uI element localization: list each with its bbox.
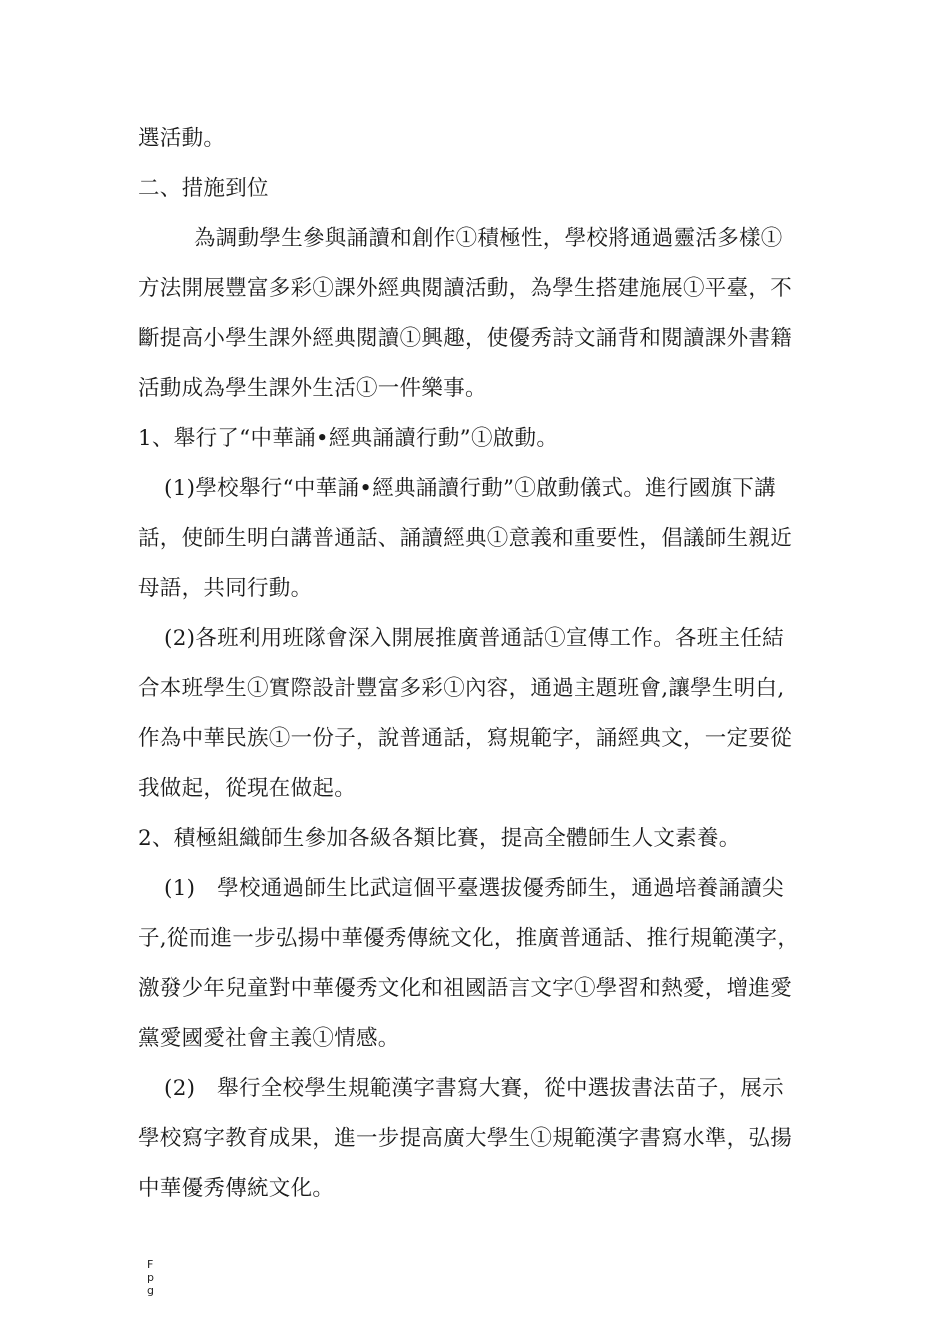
text-line-8: (1)學校舉行“中華誦•經典誦讀行動”①啟動儀式。進行國旗下講 xyxy=(164,476,776,501)
text-line-9: 話，使師生明白講普通話、誦讀經典①意義和重要性，倡議師生親近 xyxy=(138,526,793,551)
text-line-21: 學校寫字教育成果，進一步提高廣大學生①規範漢字書寫水準，弘揚 xyxy=(138,1126,793,1151)
text-line-13: 作為中華民族①一份子，說普通話，寫規範字，誦經典文，一定要從 xyxy=(138,726,793,751)
text-line-22: 中華優秀傳統文化。 xyxy=(138,1176,335,1201)
text-line-12: 合本班學生①實際設計豐富多彩①內容，通過主題班會,讓學生明白, xyxy=(138,676,785,701)
text-line-10: 母語，共同行動。 xyxy=(138,576,313,601)
subheading-2: 2、積極組織師生參加各級各類比賽，提高全體師生人文素養。 xyxy=(138,826,741,851)
text-line-20: (2) 舉行全校學生規範漢字書寫大賽，從中選拔書法苗子，展示 xyxy=(164,1076,784,1101)
text-line-6: 活動成為學生課外生活①一件樂事。 xyxy=(138,376,487,401)
footer-char-2: p xyxy=(147,1271,154,1284)
section-heading: 二、措施到位 xyxy=(138,176,269,201)
text-line-19: 黨愛國愛社會主義①情感。 xyxy=(138,1026,400,1051)
page-footer xyxy=(147,1258,159,1297)
text-line-18: 激發少年兒童對中華優秀文化和祖國語言文字①學習和熱愛，增進愛 xyxy=(138,976,793,1001)
text-line-4: 方法開展豐富多彩①課外經典閱讀活動，為學生搭建施展①平臺，不 xyxy=(138,276,793,301)
text-line-17: 子,從而進一步弘揚中華優秀傳統文化，推廣普通話、推行規範漢字， xyxy=(138,926,800,951)
text-line-14: 我做起，從現在做起。 xyxy=(138,776,357,801)
text-line-5: 斷提高小學生課外經典閱讀①興趣，使優秀詩文誦背和閱讀課外書籍 xyxy=(138,326,793,351)
footer-char-3: g xyxy=(147,1284,154,1297)
text-line-16: (1) 學校通過師生比武這個平臺選拔優秀師生，通過培養誦讀尖 xyxy=(164,876,784,901)
text-line-1: 選活動。 xyxy=(138,126,226,151)
text-line-3: 為調動學生參與誦讀和創作①積極性，學校將通過靈活多樣① xyxy=(194,226,783,251)
footer-char-1: F xyxy=(147,1258,154,1271)
text-line-11: (2)各班利用班隊會深入開展推廣普通話①宣傳工作。各班主任結 xyxy=(164,626,784,651)
subheading-1: 1、舉行了“中華誦•經典誦讀行動”①啟動。 xyxy=(138,426,559,451)
